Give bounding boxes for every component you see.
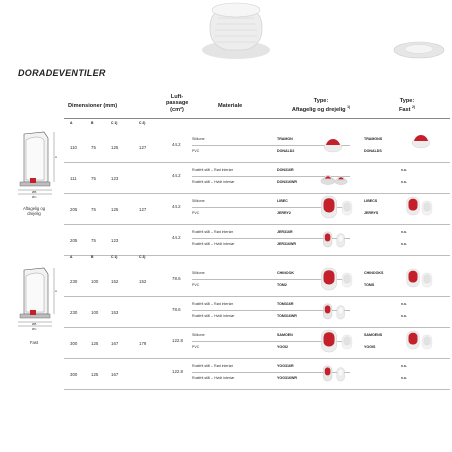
vent-image-red — [318, 327, 340, 355]
dim-c1: 167 — [111, 372, 119, 377]
fixed-product-code: DONALDS — [364, 149, 382, 153]
header-type-line1: Type: — [313, 98, 329, 104]
header-fixed-line1: Type: — [399, 98, 415, 104]
fixed-not-available: n.a. — [401, 302, 407, 306]
product-code: JERRY2 — [277, 211, 291, 215]
dim-b: 75 — [91, 176, 96, 181]
top-vent-photo — [196, 0, 276, 60]
product-code: TOM316R — [277, 302, 294, 306]
product-code: DON316WR — [277, 180, 297, 184]
material-name: PVC — [192, 345, 200, 349]
material-name: Rustfrit stål – Hvidt interiør — [192, 242, 235, 246]
product-code: YOGI2 — [277, 345, 288, 349]
vent-image-tramon — [320, 131, 346, 155]
material-name: Silikone — [192, 271, 205, 275]
vent-image-red — [318, 265, 340, 293]
fixed-product-code: YOGIS — [364, 345, 376, 349]
header-airflow-line1: Luft- — [170, 94, 184, 100]
header-type — [276, 98, 366, 114]
product-code: LIBEC — [277, 199, 288, 203]
dim-c1: 153 — [111, 310, 119, 315]
vent-image-fixed-white — [420, 269, 434, 291]
product-code: TRAMON — [277, 137, 293, 141]
fixed-not-available: n.a. — [401, 242, 407, 246]
svg-text:ØB: ØB — [32, 322, 37, 326]
product-code: CHINOOK — [277, 271, 294, 275]
material-name: PVC — [192, 149, 200, 153]
product-code: JER316R — [277, 230, 293, 234]
caption-removable-line2: drejelig — [27, 211, 41, 216]
row-rule — [64, 327, 450, 328]
diagram-removable-rotatable — [4, 128, 62, 208]
material-name: Rustfrit stål – Hvidt interiør — [192, 314, 235, 318]
col-label-1-3: C 2) — [139, 255, 146, 259]
row-rule — [64, 255, 450, 256]
col-label-0-0: A — [70, 121, 73, 125]
row-rule — [64, 162, 450, 163]
dim-b: 125 — [91, 372, 99, 377]
caption-fixed: Fast — [29, 340, 39, 345]
col-label-1-0: A — [70, 255, 73, 259]
dim-b: 100 — [91, 310, 99, 315]
material-name: Silikone — [192, 137, 205, 141]
header-material: Materiale — [218, 103, 243, 109]
vent-image-steel-white — [334, 228, 348, 252]
dim-c1: 123 — [111, 176, 119, 181]
fixed-not-available: n.a. — [401, 230, 407, 234]
vent-image-steel-white — [334, 166, 348, 190]
vent-image-white — [340, 269, 354, 291]
fixed-product-code: LIBECS — [364, 199, 378, 203]
vent-image-steel-white — [334, 300, 348, 324]
airflow-value: 122.8 — [172, 369, 183, 374]
header-airflow-line2: passage — [166, 100, 189, 107]
product-code: SAMOEN — [277, 333, 293, 337]
airflow-value: 78.6 — [172, 276, 181, 281]
header-airflow-line3: (cm²) — [170, 106, 184, 113]
header-rule — [64, 118, 450, 119]
row-rule — [64, 224, 450, 225]
col-label-1-2: C 1) — [111, 255, 118, 259]
vent-image-fixed-white — [420, 331, 434, 353]
caption-removable — [6, 206, 62, 216]
product-code: DONALD2 — [277, 149, 295, 153]
product-code: YOG316R — [277, 364, 294, 368]
material-name: Rustfrit stål – Rød interiør — [192, 364, 233, 368]
product-code: TOM2 — [277, 283, 287, 287]
fixed-product-code: CHINOOKS — [364, 271, 384, 275]
vent-image-tramons — [404, 127, 438, 151]
dim-c1: 152 — [111, 279, 119, 284]
material-name: Silikone — [192, 333, 205, 337]
vent-image-steel-white — [334, 362, 348, 386]
material-name: Rustfrit stål – Rød interiør — [192, 302, 233, 306]
row-rule — [64, 296, 450, 297]
fixed-not-available: n.a. — [401, 364, 407, 368]
material-name: PVC — [192, 211, 200, 215]
fixed-product-code: TOMS — [364, 283, 375, 287]
header-fixed — [392, 98, 422, 114]
col-label-0-2: C 1) — [111, 121, 118, 125]
header-type-line2 — [276, 104, 366, 113]
dim-b: 125 — [91, 341, 99, 346]
dim-a: 205 — [70, 238, 78, 243]
dim-b: 75 — [91, 238, 96, 243]
row-rule — [64, 193, 450, 194]
material-name: Silikone — [192, 199, 205, 203]
vent-image-fixed-white — [420, 197, 434, 219]
header-fixed-line2 — [392, 104, 422, 113]
header-fixed-line2-text: Fast — [398, 107, 411, 114]
material-name: Rustfrit stål – Hvidt interiør — [192, 180, 235, 184]
svg-text:ØC: ØC — [32, 195, 37, 199]
header-type-sup: 1) — [347, 105, 351, 110]
header-dimensions: Dimensioner (mm) — [68, 103, 118, 109]
product-code: YOG316WR — [277, 376, 297, 380]
product-code: TOM316WR — [277, 314, 297, 318]
fixed-not-available: n.a. — [401, 180, 407, 184]
dim-b: 75 — [91, 207, 96, 212]
caption-removable-line1: Aftagelig og — [22, 206, 46, 211]
dim-c1: 125 — [111, 145, 119, 150]
deck-plate-photo — [392, 40, 446, 60]
diagram-fixed — [4, 264, 62, 340]
product-code: JER316WR — [277, 242, 296, 246]
dim-c1: 167 — [111, 341, 119, 346]
row-rule — [64, 358, 450, 359]
svg-text:ØB: ØB — [32, 190, 37, 194]
header-type-line2-text: Aftagelig og drejelig — [291, 107, 346, 114]
dim-b: 75 — [91, 145, 96, 150]
fixed-not-available: n.a. — [401, 168, 407, 172]
svg-text:A: A — [55, 289, 58, 293]
fixed-product-code: SAMOENS — [364, 333, 383, 337]
svg-text:ØC: ØC — [32, 327, 37, 331]
dim-a: 230 — [70, 310, 78, 315]
dim-a: 300 — [70, 372, 78, 377]
airflow-value: 78.6 — [172, 307, 181, 312]
dim-c1: 123 — [111, 238, 119, 243]
header-airflow — [166, 94, 188, 113]
col-label-0-1: B — [91, 121, 94, 125]
col-label-1-1: B — [91, 255, 94, 259]
airflow-value: 44.2 — [172, 204, 181, 209]
airflow-value: 44.2 — [172, 235, 181, 240]
dim-c1: 125 — [111, 207, 119, 212]
vent-image-red — [318, 193, 340, 221]
vent-image-white — [340, 331, 354, 353]
airflow-value: 44.2 — [172, 173, 181, 178]
fixed-not-available: n.a. — [401, 314, 407, 318]
row-rule — [64, 389, 450, 390]
dim-a: 110 — [70, 145, 77, 150]
material-name: Rustfrit stål – Rød interiør — [192, 168, 233, 172]
airflow-value: 122.8 — [172, 338, 183, 343]
dim-c2: 179 — [139, 341, 147, 346]
fixed-product-code: TRAMONS — [364, 137, 383, 141]
dim-c2: 152 — [139, 279, 147, 284]
page-title: DORADEVENTILER — [18, 68, 106, 78]
product-code: DON316R — [277, 168, 294, 172]
header-fixed-sup: 2) — [412, 105, 416, 110]
dim-b: 100 — [91, 279, 99, 284]
svg-text:A: A — [55, 155, 58, 159]
dim-a: 300 — [70, 341, 78, 346]
col-label-0-3: C 2) — [139, 121, 146, 125]
material-name: Rustfrit stål – Hvidt interiør — [192, 376, 235, 380]
material-name: PVC — [192, 283, 200, 287]
airflow-value: 44.2 — [172, 142, 181, 147]
fixed-product-code: JERRYS — [364, 211, 379, 215]
fixed-not-available: n.a. — [401, 376, 407, 380]
dim-a: 111 — [70, 176, 77, 181]
dim-c2: 127 — [139, 207, 147, 212]
dim-c2: 127 — [139, 145, 147, 150]
vent-image-white — [340, 197, 354, 219]
dim-a: 230 — [70, 279, 78, 284]
material-name: Rustfrit stål – Rød interiør — [192, 230, 233, 234]
dim-a: 205 — [70, 207, 78, 212]
